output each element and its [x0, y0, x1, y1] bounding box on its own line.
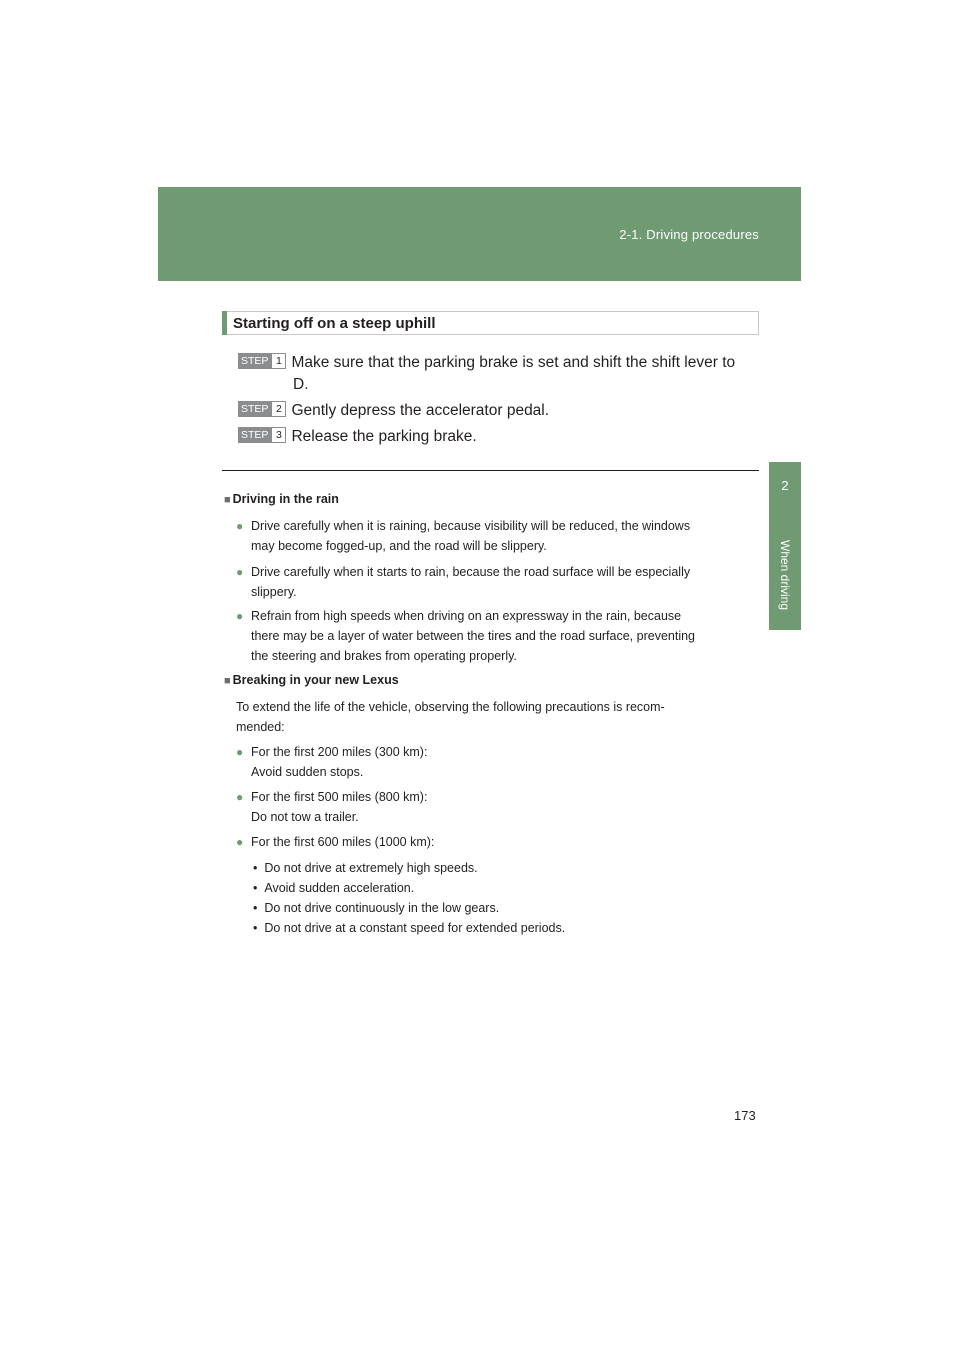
step-badge: STEP 3: [238, 427, 286, 443]
sub-list-item: • Do not drive at extremely high speeds.: [253, 861, 478, 875]
step-text: Release the parking brake.: [291, 428, 477, 445]
square-bullet-icon: ■: [224, 675, 231, 687]
circle-bullet-icon: ●: [236, 565, 244, 579]
step-text: Make sure that the parking brake is set and shift the shift lever to: [291, 354, 736, 371]
circle-bullet-icon: ●: [236, 519, 244, 533]
sub-list-item: • Do not drive at a constant speed for extended periods.: [253, 921, 566, 935]
divider-rule: [222, 470, 759, 471]
note-intro: To extend the life of the vehicle, observing the following precautions is recom- mended:: [236, 700, 665, 734]
list-item: ● Refrain from high speeds when driving on an expressway in the rain, because there may be a layer of water between the tires and the road surface, preventing the steering and brakes from operating properly.: [236, 606, 746, 666]
sub-list-item: • Avoid sudden acceleration.: [253, 881, 415, 895]
step-3: [238, 426, 477, 448]
circle-bullet-icon: ●: [236, 745, 244, 759]
list-item: ● For the first 500 miles (800 km): Do not tow a trailer.: [236, 787, 746, 827]
list-item: ● For the first 200 miles (300 km): Avoid sudden stops.: [236, 742, 746, 782]
step-1: [238, 352, 758, 396]
circle-bullet-icon: ●: [236, 835, 244, 849]
square-bullet-icon: ■: [224, 494, 231, 506]
step-2: [238, 400, 549, 422]
note-heading-breaking: ■ Breaking in your new Lexus: [224, 673, 399, 687]
section-header-band: [158, 187, 801, 281]
heading-title: Starting off on a steep uphill: [233, 315, 436, 332]
circle-bullet-icon: ●: [236, 609, 244, 623]
heading-accent-bar: [222, 311, 227, 335]
step-badge: STEP 2: [238, 401, 286, 417]
section-heading-box: [222, 311, 759, 335]
note-heading-rain: ■ Driving in the rain: [224, 492, 339, 506]
list-item: ● Drive carefully when it is raining, because visibility will be reduced, the windows may become fogged-up, and the road will be slippery.: [236, 516, 746, 556]
section-title: 2-1. Driving procedures: [619, 227, 759, 242]
step-text-cont: D.: [293, 376, 309, 393]
sub-list-item: • Do not drive continuously in the low gears.: [253, 901, 500, 915]
chapter-number: 2: [781, 478, 789, 493]
step-text: Gently depress the accelerator pedal.: [291, 402, 550, 419]
page-number: 173: [734, 1108, 756, 1123]
chapter-name: When driving: [778, 540, 792, 611]
list-item: ● Drive carefully when it starts to rain, because the road surface will be especially slippery.: [236, 562, 746, 602]
step-badge: STEP 1: [238, 353, 286, 369]
circle-bullet-icon: ●: [236, 790, 244, 804]
list-item: ● For the first 600 miles (1000 km):: [236, 832, 746, 852]
